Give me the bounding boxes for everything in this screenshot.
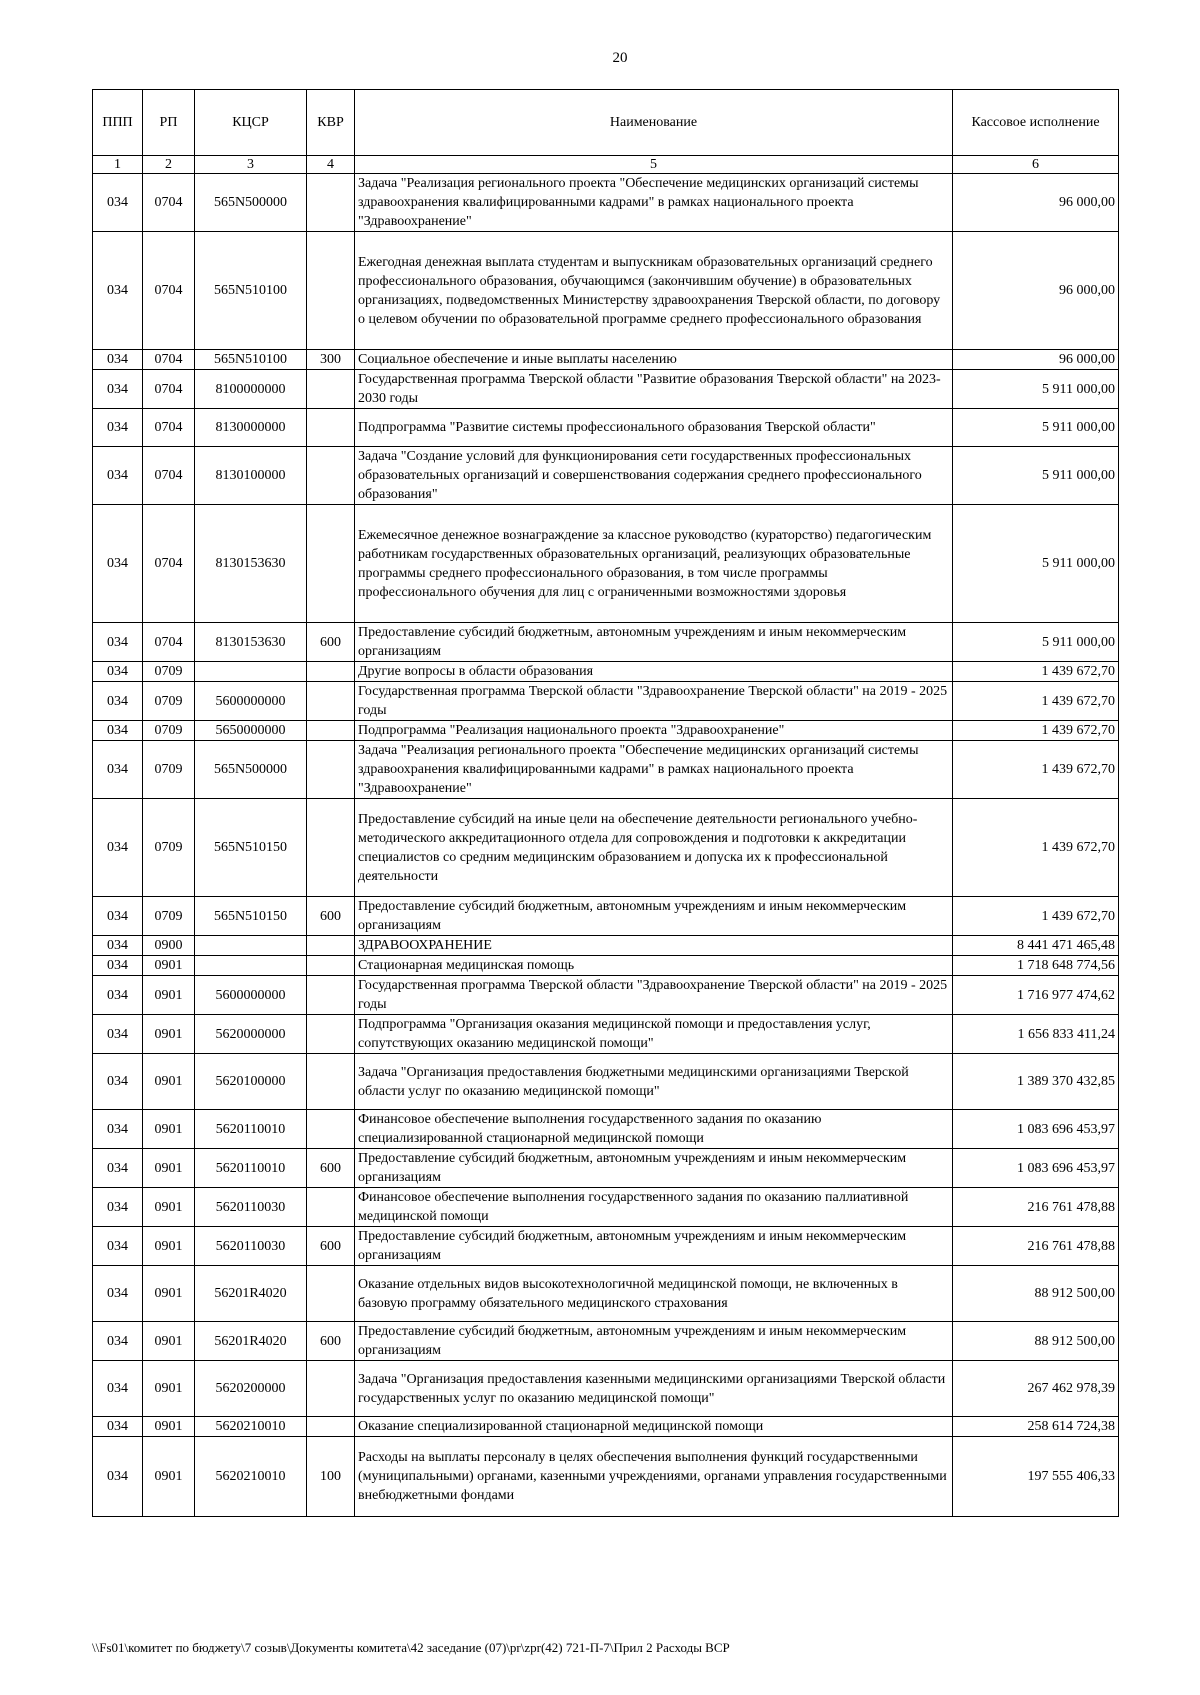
cell-ppp: 034 [93, 936, 143, 956]
cell-kvr: 600 [307, 1149, 355, 1188]
cell-amount: 1 083 696 453,97 [953, 1110, 1119, 1149]
cell-kcsr [195, 956, 307, 976]
cell-rp: 0709 [143, 897, 195, 936]
cell-rp: 0901 [143, 1417, 195, 1437]
cell-rp: 0901 [143, 1437, 195, 1517]
cell-amount: 88 912 500,00 [953, 1266, 1119, 1322]
cell-ppp: 034 [93, 956, 143, 976]
cell-kcsr: 8100000000 [195, 370, 307, 409]
cell-amount: 1 656 833 411,24 [953, 1015, 1119, 1054]
expenditure-table [92, 89, 1119, 1517]
cell-kcsr: 5620210010 [195, 1437, 307, 1517]
cell-rp: 0709 [143, 741, 195, 799]
cell-ppp: 034 [93, 662, 143, 682]
cell-kcsr: 5600000000 [195, 976, 307, 1015]
column-number: 2 [143, 156, 195, 174]
cell-kvr: 600 [307, 1322, 355, 1361]
cell-rp: 0704 [143, 409, 195, 447]
cell-ppp: 034 [93, 1361, 143, 1417]
cell-kvr [307, 505, 355, 623]
cell-rp: 0901 [143, 1361, 195, 1417]
cell-amount: 1 439 672,70 [953, 897, 1119, 936]
cell-rp: 0901 [143, 1227, 195, 1266]
table-row [93, 956, 1119, 976]
cell-name: Оказание специализированной стационарной медицинской помощи [355, 1417, 953, 1437]
cell-name: Финансовое обеспечение выполнения государственного задания по оказанию паллиативной медицинской помощи [355, 1188, 953, 1227]
cell-kcsr: 5620100000 [195, 1054, 307, 1110]
cell-kcsr: 565N510100 [195, 232, 307, 350]
column-number: 6 [953, 156, 1119, 174]
cell-name: Предоставление субсидий бюджетным, автономным учреждениям и иным некоммерческим организациям [355, 897, 953, 936]
cell-kvr [307, 409, 355, 447]
cell-rp: 0901 [143, 976, 195, 1015]
column-header-ppp: ППП [93, 90, 143, 156]
cell-ppp: 034 [93, 370, 143, 409]
table-row [93, 741, 1119, 799]
cell-ppp: 034 [93, 447, 143, 505]
cell-kcsr: 8130000000 [195, 409, 307, 447]
cell-amount: 1 439 672,70 [953, 682, 1119, 721]
cell-amount: 1 718 648 774,56 [953, 956, 1119, 976]
cell-rp: 0704 [143, 232, 195, 350]
cell-ppp: 034 [93, 682, 143, 721]
cell-name: Оказание отдельных видов высокотехнологичной медицинской помощи, не включенных в базовую программу обязательного медицинского страхования [355, 1266, 953, 1322]
cell-kvr: 100 [307, 1437, 355, 1517]
column-header-rp: РП [143, 90, 195, 156]
cell-kvr [307, 232, 355, 350]
cell-rp: 0709 [143, 799, 195, 897]
column-number: 5 [355, 156, 953, 174]
cell-kcsr: 5620110010 [195, 1149, 307, 1188]
cell-kvr [307, 721, 355, 741]
cell-name: Задача "Реализация регионального проекта "Обеспечение медицинских организаций системы здравоохранения квалифицированными кадрами" в рамках национального проекта "Здравоохранение" [355, 174, 953, 232]
cell-amount: 216 761 478,88 [953, 1188, 1119, 1227]
cell-kcsr [195, 662, 307, 682]
cell-amount: 5 911 000,00 [953, 447, 1119, 505]
cell-ppp: 034 [93, 1054, 143, 1110]
cell-amount: 197 555 406,33 [953, 1437, 1119, 1517]
table-row [93, 682, 1119, 721]
table-row [93, 409, 1119, 447]
cell-kvr [307, 174, 355, 232]
cell-ppp: 034 [93, 976, 143, 1015]
cell-amount: 1 439 672,70 [953, 721, 1119, 741]
table-row [93, 1361, 1119, 1417]
table-row [93, 370, 1119, 409]
cell-rp: 0704 [143, 350, 195, 370]
cell-name: Задача "Организация предоставления казенными медицинскими организациями Тверской области государственных услуг по оказанию медицинской помощи" [355, 1361, 953, 1417]
cell-ppp: 034 [93, 1437, 143, 1517]
table-row [93, 1054, 1119, 1110]
table-row [93, 799, 1119, 897]
cell-kvr [307, 1417, 355, 1437]
cell-kvr [307, 1361, 355, 1417]
cell-amount: 1 439 672,70 [953, 799, 1119, 897]
cell-kvr [307, 1015, 355, 1054]
cell-ppp: 034 [93, 1417, 143, 1437]
cell-ppp: 034 [93, 232, 143, 350]
cell-kcsr: 8130153630 [195, 505, 307, 623]
cell-name: Расходы на выплаты персоналу в целях обеспечения выполнения функций государственными (муниципальными) органами, казенными учреждениями, органами управления государственными внебюджетными фондами [355, 1437, 953, 1517]
cell-name: Задача "Создание условий для функционирования сети государственных профессиональных образовательных организаций и совершенствования содержания среднего профессионального образования" [355, 447, 953, 505]
cell-amount: 258 614 724,38 [953, 1417, 1119, 1437]
cell-amount: 1 083 696 453,97 [953, 1149, 1119, 1188]
cell-amount: 1 439 672,70 [953, 741, 1119, 799]
table-row [93, 505, 1119, 623]
column-number: 1 [93, 156, 143, 174]
cell-rp: 0901 [143, 1188, 195, 1227]
table-row [93, 232, 1119, 350]
cell-name: Предоставление субсидий на иные цели на обеспечение деятельности регионального учебно-методического аккредитационного отдела для сопровождения и подготовки к аккредитации специалистов со средним медицинским образованием и допуска их к профессиональной деятельности [355, 799, 953, 897]
cell-ppp: 034 [93, 897, 143, 936]
table-row [93, 1227, 1119, 1266]
cell-ppp: 034 [93, 799, 143, 897]
cell-name: Стационарная медицинская помощь [355, 956, 953, 976]
cell-ppp: 034 [93, 1110, 143, 1149]
cell-kvr [307, 1266, 355, 1322]
cell-kcsr: 5600000000 [195, 682, 307, 721]
cell-kvr [307, 447, 355, 505]
cell-amount: 1 716 977 474,62 [953, 976, 1119, 1015]
table-row [93, 623, 1119, 662]
cell-rp: 0901 [143, 1149, 195, 1188]
cell-name: Предоставление субсидий бюджетным, автономным учреждениям и иным некоммерческим организациям [355, 623, 953, 662]
cell-name: Государственная программа Тверской области "Здравоохранение Тверской области" на 2019 - 2025 годы [355, 976, 953, 1015]
cell-kcsr: 8130153630 [195, 623, 307, 662]
cell-name: Другие вопросы в области образования [355, 662, 953, 682]
cell-ppp: 034 [93, 623, 143, 662]
table-row [93, 350, 1119, 370]
cell-kcsr: 56201R4020 [195, 1266, 307, 1322]
cell-name: Подпрограмма "Развитие системы профессионального образования Тверской области" [355, 409, 953, 447]
cell-kcsr: 5620210010 [195, 1417, 307, 1437]
table-row [93, 721, 1119, 741]
cell-kcsr [195, 936, 307, 956]
cell-kcsr: 5620110030 [195, 1188, 307, 1227]
table-body [93, 174, 1119, 1517]
cell-name: Предоставление субсидий бюджетным, автономным учреждениям и иным некоммерческим организациям [355, 1227, 953, 1266]
cell-kcsr: 5650000000 [195, 721, 307, 741]
cell-ppp: 034 [93, 350, 143, 370]
cell-rp: 0901 [143, 1322, 195, 1361]
cell-amount: 5 911 000,00 [953, 370, 1119, 409]
cell-amount: 1 439 672,70 [953, 662, 1119, 682]
cell-kcsr: 565N500000 [195, 174, 307, 232]
cell-ppp: 034 [93, 741, 143, 799]
cell-kvr [307, 682, 355, 721]
table-row [93, 1015, 1119, 1054]
cell-kvr: 600 [307, 1227, 355, 1266]
cell-ppp: 034 [93, 409, 143, 447]
table-row [93, 936, 1119, 956]
cell-amount: 96 000,00 [953, 350, 1119, 370]
column-header-kvr: КВР [307, 90, 355, 156]
cell-kcsr: 5620110010 [195, 1110, 307, 1149]
cell-amount: 8 441 471 465,48 [953, 936, 1119, 956]
column-number-row [93, 156, 1119, 174]
cell-name: Финансовое обеспечение выполнения государственного задания по оказанию специализированной стационарной медицинской помощи [355, 1110, 953, 1149]
table-row [93, 1149, 1119, 1188]
cell-kvr [307, 1110, 355, 1149]
table-row [93, 897, 1119, 936]
cell-name: ЗДРАВООХРАНЕНИЕ [355, 936, 953, 956]
cell-kvr [307, 662, 355, 682]
cell-rp: 0709 [143, 721, 195, 741]
cell-amount: 96 000,00 [953, 174, 1119, 232]
cell-kvr [307, 1054, 355, 1110]
cell-kcsr: 565N500000 [195, 741, 307, 799]
cell-ppp: 034 [93, 174, 143, 232]
cell-name: Предоставление субсидий бюджетным, автономным учреждениям и иным некоммерческим организациям [355, 1322, 953, 1361]
cell-name: Задача "Организация предоставления бюджетными медицинскими организациями Тверской области услуг по оказанию медицинской помощи" [355, 1054, 953, 1110]
cell-kvr [307, 936, 355, 956]
cell-rp: 0901 [143, 1054, 195, 1110]
cell-amount: 96 000,00 [953, 232, 1119, 350]
cell-rp: 0709 [143, 682, 195, 721]
cell-ppp: 034 [93, 721, 143, 741]
column-header-kcsr: КЦСР [195, 90, 307, 156]
cell-ppp: 034 [93, 1015, 143, 1054]
column-header-amount: Кассовое исполнение [953, 90, 1119, 156]
cell-ppp: 034 [93, 505, 143, 623]
cell-kcsr: 565N510150 [195, 799, 307, 897]
cell-rp: 0704 [143, 447, 195, 505]
cell-rp: 0900 [143, 936, 195, 956]
cell-rp: 0709 [143, 662, 195, 682]
table-row [93, 1188, 1119, 1227]
cell-rp: 0901 [143, 1110, 195, 1149]
cell-ppp: 034 [93, 1322, 143, 1361]
cell-amount: 5 911 000,00 [953, 623, 1119, 662]
cell-amount: 5 911 000,00 [953, 505, 1119, 623]
cell-kvr: 600 [307, 623, 355, 662]
cell-name: Государственная программа Тверской области "Развитие образования Тверской области" на 2023-2030 годы [355, 370, 953, 409]
cell-rp: 0704 [143, 370, 195, 409]
cell-name: Подпрограмма "Реализация национального проекта "Здравоохранение" [355, 721, 953, 741]
column-header-name: Наименование [355, 90, 953, 156]
cell-name: Социальное обеспечение и иные выплаты населению [355, 350, 953, 370]
cell-name: Подпрограмма "Организация оказания медицинской помощи и предоставления услуг, сопутствующих оказанию медицинской помощи" [355, 1015, 953, 1054]
cell-kvr [307, 741, 355, 799]
file-path-footer: \\Fs01\комитет по бюджету\7 созыв\Документы комитета\42 заседание (07)\pr\zpr(42) 721-П-7\Прил 2 Расходы ВСР [92, 1640, 730, 1655]
cell-amount: 1 389 370 432,85 [953, 1054, 1119, 1110]
page-number: 20 [612, 50, 628, 66]
cell-amount: 267 462 978,39 [953, 1361, 1119, 1417]
column-number: 4 [307, 156, 355, 174]
table-row [93, 1266, 1119, 1322]
table-row [93, 1437, 1119, 1517]
cell-rp: 0901 [143, 1015, 195, 1054]
cell-kvr [307, 956, 355, 976]
cell-amount: 216 761 478,88 [953, 1227, 1119, 1266]
cell-kvr: 300 [307, 350, 355, 370]
cell-amount: 5 911 000,00 [953, 409, 1119, 447]
cell-rp: 0901 [143, 1266, 195, 1322]
cell-kvr [307, 799, 355, 897]
cell-kvr [307, 976, 355, 1015]
cell-kcsr: 565N510100 [195, 350, 307, 370]
cell-name: Ежемесячное денежное вознаграждение за классное руководство (кураторство) педагогическим работникам государственных образовательных организаций, реализующих образовательные программы среднего профессионального образования, в том числе программы профессионального обучения для лиц с ограниченными возможностями здоровья [355, 505, 953, 623]
cell-kvr: 600 [307, 897, 355, 936]
cell-kcsr: 56201R4020 [195, 1322, 307, 1361]
cell-kcsr: 8130100000 [195, 447, 307, 505]
table-row [93, 976, 1119, 1015]
cell-rp: 0704 [143, 174, 195, 232]
table-row [93, 174, 1119, 232]
table-row [93, 662, 1119, 682]
cell-name: Ежегодная денежная выплата студентам и выпускникам образовательных организаций среднего профессионального образования, обучающимся (закончившим обучение) в образовательных организациях, подведомственных Министерству здравоохранения Тверской области, по договору о целевом обучении по образовательной программе среднего профессионального образования [355, 232, 953, 350]
cell-name: Предоставление субсидий бюджетным, автономным учреждениям и иным некоммерческим организациям [355, 1149, 953, 1188]
cell-kvr [307, 370, 355, 409]
table-row [93, 1417, 1119, 1437]
cell-kcsr: 5620000000 [195, 1015, 307, 1054]
cell-rp: 0704 [143, 505, 195, 623]
cell-kcsr: 5620110030 [195, 1227, 307, 1266]
table-row [93, 1322, 1119, 1361]
cell-ppp: 034 [93, 1266, 143, 1322]
cell-ppp: 034 [93, 1188, 143, 1227]
cell-kvr [307, 1188, 355, 1227]
cell-name: Задача "Реализация регионального проекта "Обеспечение медицинских организаций системы здравоохранения квалифицированными кадрами" в рамках национального проекта "Здравоохранение" [355, 741, 953, 799]
table-header-row [93, 90, 1119, 156]
cell-rp: 0901 [143, 956, 195, 976]
cell-kcsr: 565N510150 [195, 897, 307, 936]
cell-name: Государственная программа Тверской области "Здравоохранение Тверской области" на 2019 - 2025 годы [355, 682, 953, 721]
cell-ppp: 034 [93, 1227, 143, 1266]
cell-amount: 88 912 500,00 [953, 1322, 1119, 1361]
table-row [93, 447, 1119, 505]
cell-ppp: 034 [93, 1149, 143, 1188]
table-row [93, 1110, 1119, 1149]
cell-kcsr: 5620200000 [195, 1361, 307, 1417]
cell-rp: 0704 [143, 623, 195, 662]
column-number: 3 [195, 156, 307, 174]
